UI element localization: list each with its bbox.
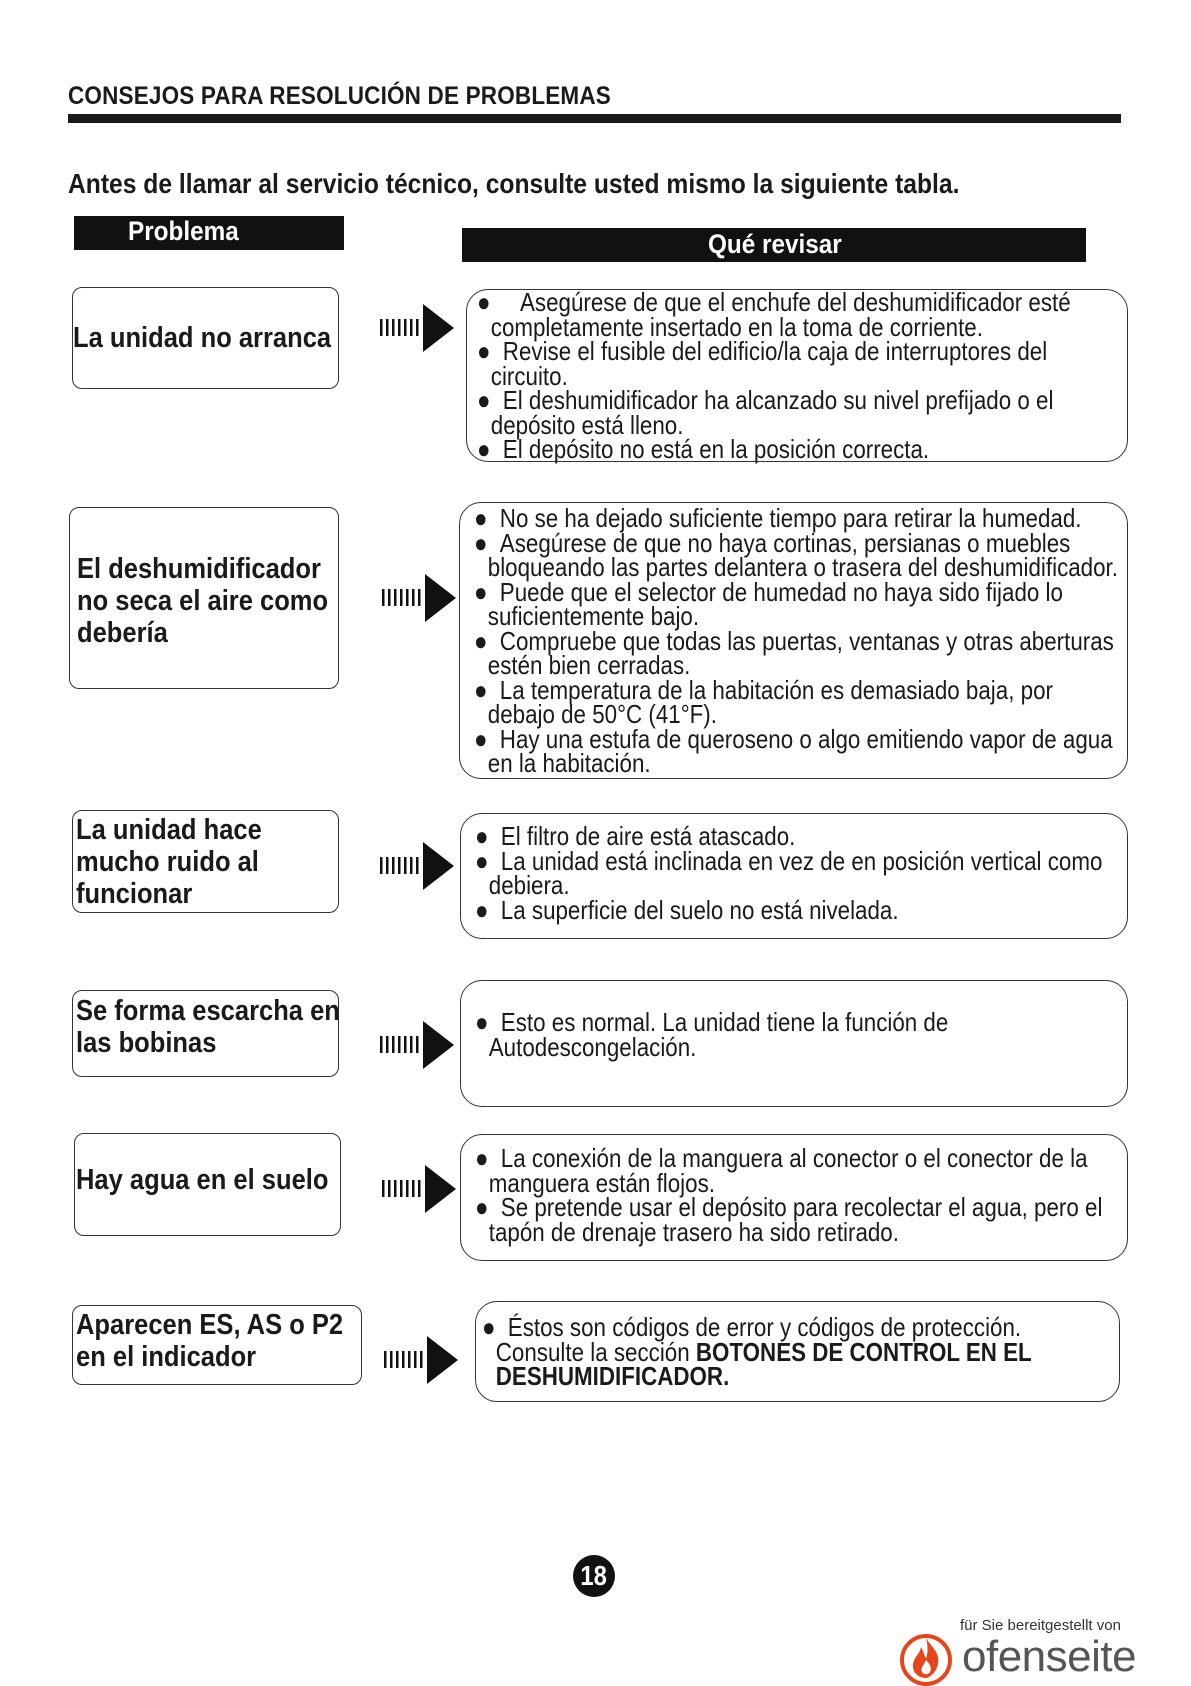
problem-box-6 xyxy=(72,1305,362,1385)
check-box-2 xyxy=(459,502,1128,779)
column-header-check-label: Qué revisar xyxy=(708,229,842,259)
check-box-4 xyxy=(460,980,1128,1107)
problem-line: Aparecen ES, AS o P2 xyxy=(76,1309,344,1341)
problem-box-3 xyxy=(72,810,339,913)
list-item: ● Asegúrese de que no haya cortinas, persianas o muebles bloqueando las partes delantera o trasera del deshumidificador. xyxy=(474,527,1118,582)
page-title: CONSEJOS PARA RESOLUCIÓN DE PROBLEMAS xyxy=(68,82,611,110)
list-item: ● Éstos son códigos de error y códigos de protección. Consulte la sección BOTONES DE CONTROL EN EL DESHUMIDIFICADOR. xyxy=(482,1312,1032,1391)
arrow-icon xyxy=(382,1334,462,1386)
column-header-check xyxy=(462,228,1086,262)
problem-box-5 xyxy=(74,1133,341,1236)
list-item: ● No se ha dejado suficiente tiempo para retirar la humedad. xyxy=(474,503,1082,533)
problem-line: debería xyxy=(77,617,168,649)
arrow-icon xyxy=(380,572,460,624)
column-header-problem xyxy=(74,216,344,250)
problem-line: mucho ruido al xyxy=(76,846,259,878)
arrow-icon xyxy=(378,840,458,892)
list-item: ● Revise el fusible del edificio/la caja de interruptores del circuito. xyxy=(477,336,1048,391)
list-item: ● La superficie del suelo no está nivelada. xyxy=(475,894,899,925)
list-item: ● El deshumidificador ha alcanzado su nivel prefijado o el depósito está lleno. xyxy=(477,385,1054,440)
brand-tagline: für Sie bereitgestellt von xyxy=(960,1617,1121,1634)
problem-box-4 xyxy=(72,990,339,1077)
list-item: ● El depósito no está en la posición correcta. xyxy=(477,434,930,464)
check-box-6 xyxy=(475,1301,1120,1402)
flame-logo-icon xyxy=(898,1630,954,1686)
problem-box-1 xyxy=(72,287,339,389)
intro-text: Antes de llamar al servicio técnico, consulte usted mismo la siguiente tabla. xyxy=(68,168,960,199)
problem-line: La unidad no arranca xyxy=(73,322,332,354)
page-number: 18 xyxy=(573,1555,615,1597)
list-item: ● Hay una estufa de queroseno o algo emitiendo vapor de agua en la habitación. xyxy=(474,723,1113,778)
check-box-5 xyxy=(460,1134,1128,1261)
list-item: ● Esto es normal. La unidad tiene la función de Autodescongelación. xyxy=(475,1007,949,1062)
problem-line: funcionar xyxy=(76,878,193,910)
arrow-icon xyxy=(380,1163,460,1215)
list-item: ● Compruebe que todas las puertas, ventanas y otras aberturas estén bien cerradas. xyxy=(474,625,1114,680)
list-item: ● Se pretende usar el depósito para recolectar el agua, pero el tapón de drenaje trasero ha sido retirado. xyxy=(475,1192,1103,1247)
arrow-icon xyxy=(378,302,458,354)
problem-line: El deshumidificador xyxy=(77,553,321,585)
problem-line: Hay agua en el suelo xyxy=(76,1164,329,1196)
list-item: ● Asegúrese de que el enchufe del deshumidificador esté completamente insertado en la toma de corriente. xyxy=(477,287,1071,342)
list-item: ● La temperatura de la habitación es demasiado baja, por debajo de 50°C (41°F). xyxy=(474,674,1053,729)
check-box-3 xyxy=(460,813,1128,939)
column-header-problem-label: Problema xyxy=(128,216,239,246)
brand-name: ofenseite xyxy=(962,1632,1137,1681)
problem-line: las bobinas xyxy=(76,1027,217,1059)
problem-box-2 xyxy=(69,507,339,689)
title-rule xyxy=(68,114,1121,123)
problem-line: en el indicador xyxy=(76,1341,257,1373)
list-item: ● Puede que el selector de humedad no haya sido fijado lo suficientemente bajo. xyxy=(474,576,1063,631)
check-box-1 xyxy=(466,289,1128,462)
list-item: ● El filtro de aire está atascado. xyxy=(475,821,796,851)
problem-line: Se forma escarcha en xyxy=(76,995,340,1027)
problem-line: no seca el aire como xyxy=(77,585,329,617)
list-item: ● La unidad está inclinada en vez de en posición vertical como debiera. xyxy=(475,845,1103,900)
problem-line: La unidad hace xyxy=(76,814,262,846)
arrow-icon xyxy=(378,1019,458,1071)
list-item: ● La conexión de la manguera al conector o el conector de la manguera están flojos. xyxy=(475,1143,1088,1198)
